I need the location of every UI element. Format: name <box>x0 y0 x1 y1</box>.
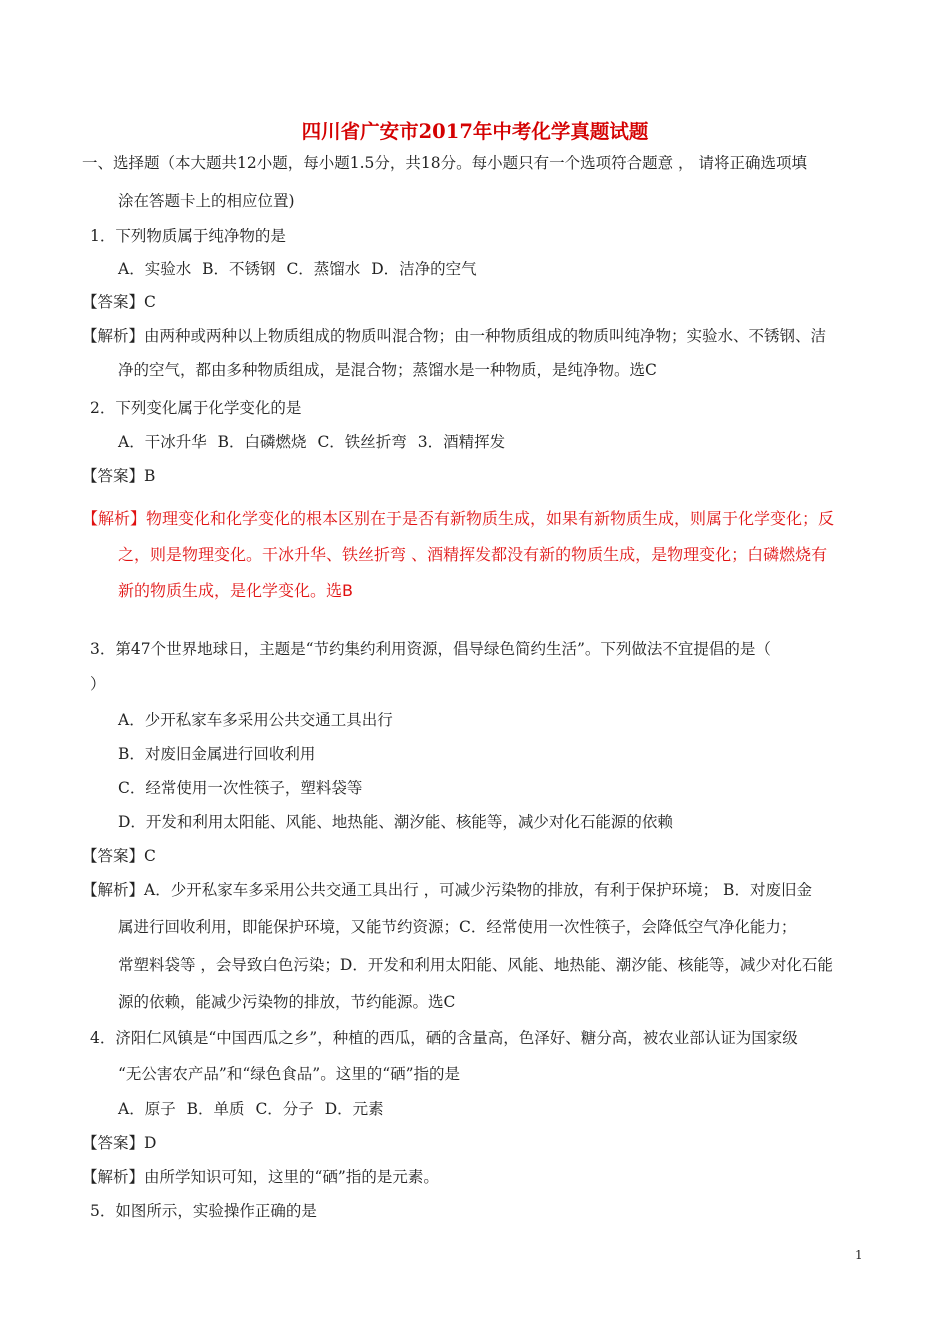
section-heading: 一、选择题（本大题共12小题，每小题1.5分，共18分。每小题只有一个选项符合题意 ， 请将正确选项填 <box>82 154 807 172</box>
q2-analysis-cont-1: 之，则是物理变化。干冰升华、铁丝折弯 、酒精挥发都没有新的物质生成，是物理变化；白磷燃烧有 <box>118 545 828 564</box>
q3-option-b: B．对废旧金属进行回收利用 <box>118 745 316 763</box>
page-number: 1 <box>855 1248 863 1262</box>
q4-stem: 4．济阳仁风镇是“中国西瓜之乡”，种植的西瓜，硒的含量高，色泽好、糖分高，被农业部认证为国家级 <box>90 1029 798 1047</box>
q3-answer: 【答案】C <box>82 847 156 865</box>
section-heading-cont: 涂在答题卡上的相应位置) <box>118 192 295 210</box>
q2-analysis: 【解析】物理变化和化学变化的根本区别在于是否有新物质生成，如果有新物质生成，则属于化学变化；反 <box>82 509 835 528</box>
q4-stem-cont: “无公害农产品”和“绿色食品”。这里的“硒”指的是 <box>118 1065 461 1083</box>
q3-stem-cont: ） <box>90 675 106 693</box>
q3-option-c: C．经常使用一次性筷子，塑料袋等 <box>118 779 363 797</box>
q2-analysis-cont-2: 新的物质生成，是化学变化。选B <box>118 581 353 600</box>
q1-options: A．实验水 B．不锈钢 C．蒸馏水 D．洁净的空气 <box>118 260 477 278</box>
q3-stem: 3．第47个世界地球日，主题是“节约集约利用资源，倡导绿色简约生活”。下列做法不宜提倡的是（ <box>90 640 771 658</box>
q3-analysis-cont-2: 常塑料袋等 ，会导致白色污染；D．开发和利用太阳能、风能、地热能、潮汐能、核能等，减少对化石能 <box>118 956 833 974</box>
q3-analysis: 【解析】A．少开私家车多采用公共交通工具出行 ，可减少污染物的排放，有利于保护环境； B．对废旧金 <box>82 881 812 899</box>
q4-answer: 【答案】D <box>82 1134 157 1152</box>
q5-stem: 5．如图所示，实验操作正确的是 <box>90 1202 317 1220</box>
q3-option-a: A．少开私家车多采用公共交通工具出行 <box>118 711 393 729</box>
q2-answer: 【答案】B <box>82 467 156 485</box>
q1-analysis: 【解析】由两种或两种以上物质组成的物质叫混合物；由一种物质组成的物质叫纯净物；实验水、不锈钢、洁 <box>82 327 827 345</box>
q4-analysis: 【解析】由所学知识可知，这里的“硒”指的是元素。 <box>82 1168 439 1186</box>
page-title: 四川省广安市2017年中考化学真题试题 <box>301 120 649 143</box>
q3-analysis-cont-3: 源的依赖，能减少污染物的排放，节约能源。选C <box>118 993 456 1011</box>
q2-options: A．干冰升华 B．白磷燃烧 C．铁丝折弯 3．酒精挥发 <box>118 433 506 451</box>
q2-stem: 2．下列变化属于化学变化的是 <box>90 399 302 417</box>
q1-stem: 1．下列物质属于纯净物的是 <box>90 227 286 245</box>
q1-analysis-cont: 净的空气，都由多种物质组成，是混合物；蒸馏水是一种物质，是纯净物。选C <box>118 361 657 379</box>
q3-option-d: D．开发和利用太阳能、风能、地热能、潮汐能、核能等，减少对化石能源的依赖 <box>118 813 673 831</box>
q1-answer: 【答案】C <box>82 293 156 311</box>
q3-analysis-cont-1: 属进行回收利用，即能保护环境，又能节约资源；C．经常使用一次性筷子，会降低空气净化能力； <box>118 918 797 936</box>
q4-options: A．原子 B．单质 C．分子 D．元素 <box>118 1100 384 1118</box>
